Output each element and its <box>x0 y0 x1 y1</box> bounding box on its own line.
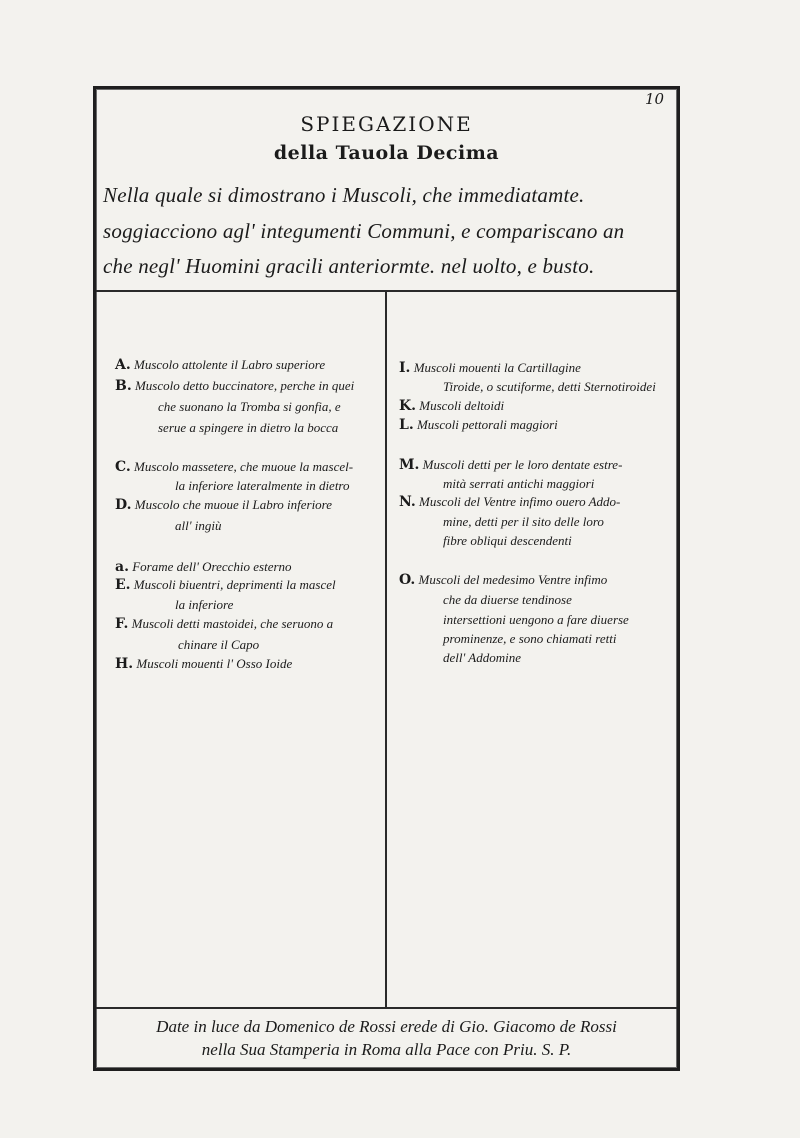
legend-entry-B: B. Muscolo detto buccinatore, perche in quei <box>115 378 355 394</box>
legend-entry-N: N. Muscoli del Ventre infimo ouero Addo- <box>399 494 621 510</box>
column-divider <box>385 291 387 1008</box>
legend-entry-I: I. Muscoli mouenti la Cartillagine <box>399 360 581 376</box>
legend-entry-F: F. Muscoli detti mastoidei, che seruono a <box>115 616 334 632</box>
page-title: SPIEGAZIONE <box>300 112 473 136</box>
legend-entry-O-line: prominenze, e sono chiamati retti <box>443 631 617 646</box>
legend-entry-O-line: intersettioni uengono a fare diuerse <box>443 612 629 627</box>
intro-line: che negl' Huomini gracili anteriormte. nel uolto, e busto. <box>103 254 595 278</box>
page-subtitle: della Tauola Decima <box>273 142 500 164</box>
footer-divider <box>96 1007 677 1009</box>
legend-entry-M: M. Muscoli detti per le loro dentate estre- <box>399 457 623 473</box>
legend-entry-O: O. Muscoli del medesimo Ventre infimo <box>399 572 608 588</box>
legend-entry-K: K. Muscoli deltoidi <box>399 398 505 414</box>
legend-entry-M-line: mità serrati antichi maggiori <box>443 476 595 491</box>
legend-entry-C: C. Muscolo massetere, che muoue la mascel- <box>115 459 354 475</box>
footer-imprint-line: nella Sua Stamperia in Roma alla Pace con Priu. S. P. <box>201 1040 572 1059</box>
legend-entry-H: H. Muscoli mouenti l' Osso Ioide <box>115 656 293 672</box>
legend-entry-L: L. Muscoli pettorali maggiori <box>399 417 558 433</box>
legend-entry-E: E. Muscoli biuentri, deprimenti la mascel <box>115 577 336 593</box>
legend-entry-N-line: mine, detti per il sito delle loro <box>443 514 604 529</box>
legend-entry-B-line: serue a spingere in dietro la bocca <box>158 420 339 435</box>
legend-entry-E-line: la inferiore <box>175 597 234 612</box>
legend-entry-I-line: Tiroide, o scutiforme, detti Sternotiroidei <box>443 379 656 394</box>
legend-entry-C-line: la inferiore lateralmente in dietro <box>175 478 350 493</box>
legend-entry-a: a. Forame dell' Orecchio esterno <box>115 559 292 575</box>
intro-line: Nella quale si dimostrano i Muscoli, che immediatamte. <box>103 183 585 207</box>
legend-entry-O-line: che da diuerse tendinose <box>443 592 572 607</box>
legend-entry-B-line: che suonano la Tromba si gonfia, e <box>158 399 341 414</box>
legend-entry-D: D. Muscolo che muoue il Labro inferiore <box>115 497 333 513</box>
legend-entry-N-line: fibre obliqui descendenti <box>443 533 572 548</box>
intro-line: soggiacciono agl' integumenti Communi, e compariscano an <box>103 219 625 243</box>
legend-entry-D-line: all' ingiù <box>175 518 222 533</box>
page-number: 10 <box>645 90 665 108</box>
legend-entry-F-line: chinare il Capo <box>178 637 260 652</box>
legend-entry-O-line: dell' Addomine <box>443 650 521 665</box>
footer-imprint-line: Date in luce da Domenico de Rossi erede di Gio. Giacomo de Rossi <box>156 1017 617 1036</box>
legend-entry-A: A. Muscolo attolente il Labro superiore <box>115 357 326 373</box>
